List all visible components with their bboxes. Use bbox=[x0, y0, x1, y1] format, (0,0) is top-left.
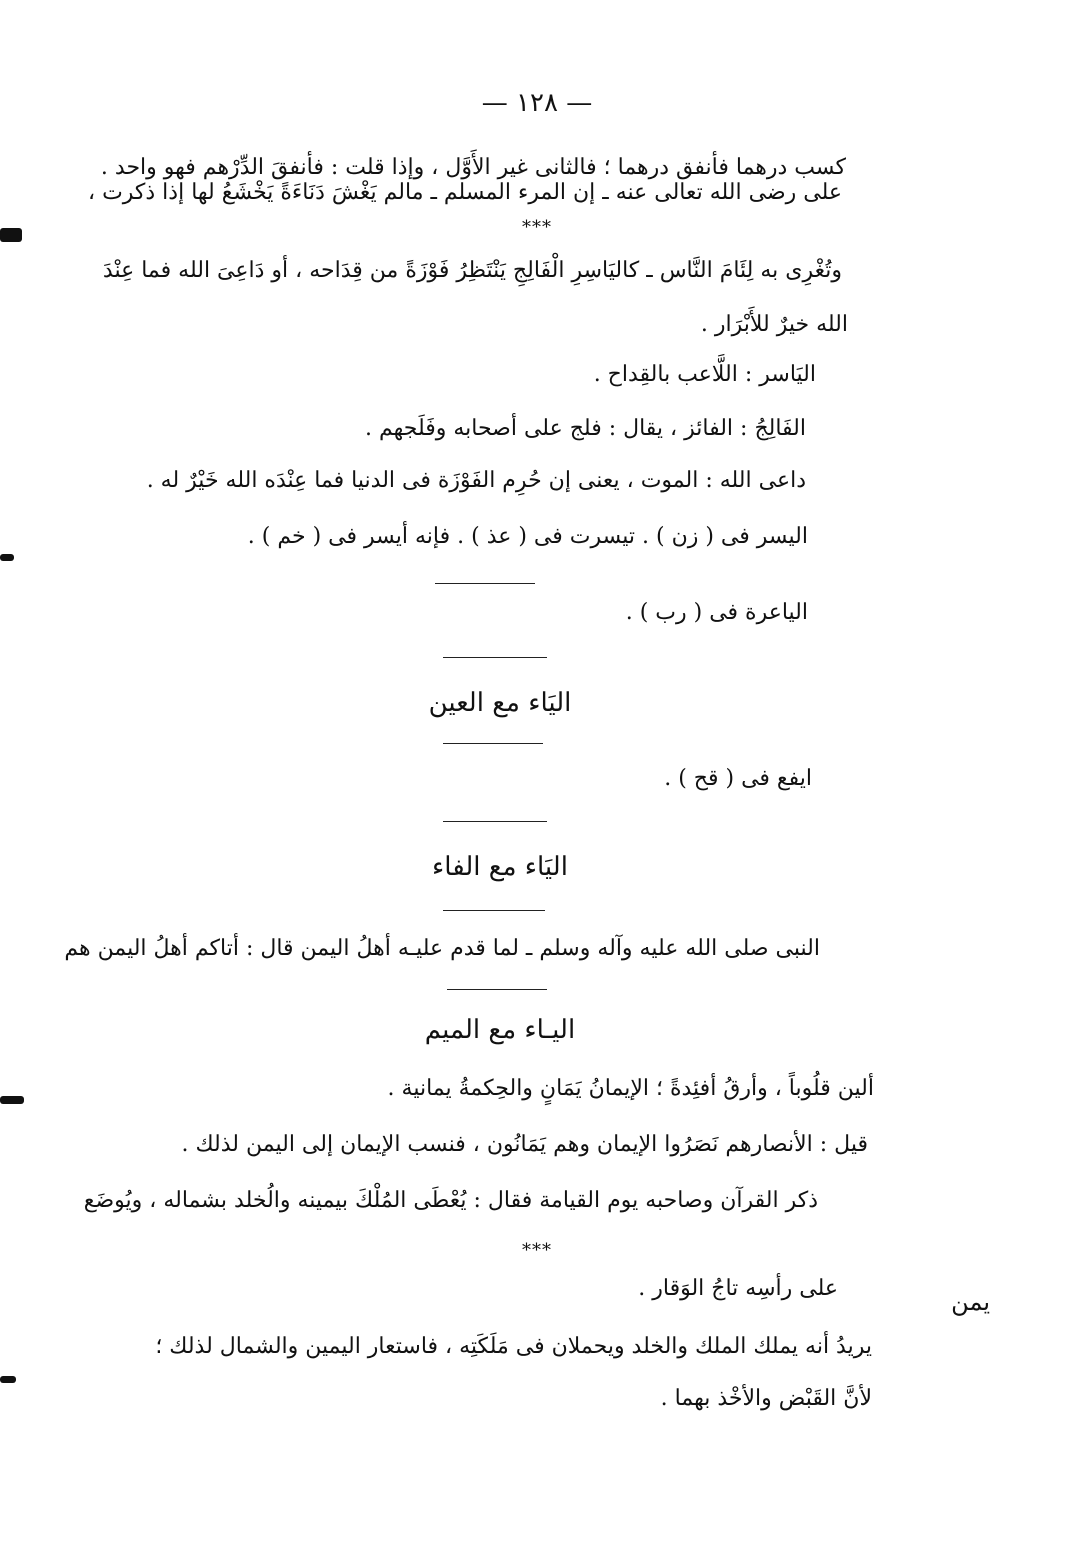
text-line-11: النبى صلى الله عليه وآله وسلم ـ لما قدم عليـه أهلُ اليمن قال : أتاكم أهلُ اليمن هم bbox=[64, 936, 820, 961]
scan-edge-mark bbox=[0, 1096, 24, 1104]
page-number: — ١٢٨ — bbox=[481, 88, 593, 118]
text-line-12: ألين قلُوباً ، وأرقُ أفئِدةً ؛ الإيمانُ يَمَانٍ والحِكمةُ يمانية . bbox=[387, 1076, 874, 1101]
separator-stars-1: *** bbox=[522, 217, 552, 238]
text-line-6: الفَالِجُ : الفائز ، يقال : فلج على أصحابه وفَلَجهم . bbox=[364, 416, 806, 441]
text-line-8: اليسر فى ( زن ) . تيسرت فى ( عذ ) . فإنه أيسر فى ( خم ) . bbox=[247, 524, 808, 549]
text-line-7: داعى الله : الموت ، يعنى إن حُرِم الفَوْزَة فى الدنيا فما عِنْدَه الله خَيْرٌ له . bbox=[146, 468, 806, 493]
text-line-5: اليَاسر : اللَّاعب بالقِداح . bbox=[593, 362, 816, 387]
section-heading-ya-mim: اليـاء مع الميم bbox=[424, 1015, 576, 1045]
divider-rule bbox=[435, 583, 535, 584]
text-line-14: ذكر القرآن وصاحبه يوم القيامة فقال : يُعْطَى المُلْكَ بيمينه والُخلد بشماله ، ويُوضَع bbox=[83, 1188, 818, 1213]
scan-edge-mark bbox=[0, 1376, 16, 1383]
separator-stars-2: *** bbox=[522, 1240, 552, 1261]
divider-rule bbox=[443, 743, 543, 744]
divider-rule bbox=[443, 910, 545, 911]
text-line-2: على رضى الله تعالى عنه ـ إن المرء المسلم ـ مالم يَغْشَ دَنَاءَةً يَخْشَعُ لها إذا ذكرت ، bbox=[87, 180, 842, 205]
text-line-17: لأنَّ القَبْض والأخْذ بهما . bbox=[660, 1386, 872, 1411]
scan-edge-mark bbox=[0, 554, 14, 561]
divider-rule bbox=[447, 989, 547, 990]
divider-rule bbox=[443, 821, 547, 822]
section-heading-ya-ayn: اليَاء مع العين bbox=[428, 688, 572, 718]
divider-rule bbox=[443, 657, 547, 658]
text-line-10: ايفع فى ( قح ) . bbox=[664, 766, 812, 791]
text-line-16: يريدُ أنه يملك الملك والخلد ويحملان فى مَلَكَتِه ، فاستعار اليمين والشمال لذلك ؛ bbox=[155, 1334, 872, 1359]
text-line-9: الياعرة فى ( رب ) . bbox=[625, 600, 808, 625]
text-line-13: قيل : الأنصارهم نَصَرُوا الإيمان وهم يَمَانُون ، فنسب الإيمان إلى اليمن لذلك . bbox=[181, 1132, 868, 1157]
scan-edge-mark bbox=[0, 228, 22, 242]
section-heading-ya-fa: اليَاء مع الفاء bbox=[432, 852, 568, 882]
text-line-4: الله خيرٌ للأَبْرَار . bbox=[700, 312, 848, 337]
text-line-3: وتُغْرِى به لِئَامَ النَّاس ـ كاليَاسِرِ الْفَالِجِ يَنْتَظِرُ فَوْزَةً من قِدَاحه ، أو دَاعِىَ الله فما عِنْدَ bbox=[102, 258, 842, 283]
margin-keyword: يمن bbox=[951, 1288, 990, 1316]
text-line-15: على رأسِه تاجُ الوَقار . bbox=[638, 1276, 838, 1301]
text-line-1: كسب درهما فأنفق درهما ؛ فالثانى غير الأَوَّل ، وإذا قلت : فأنفقَ الدِّرْهم فهو واحد . bbox=[100, 155, 846, 180]
